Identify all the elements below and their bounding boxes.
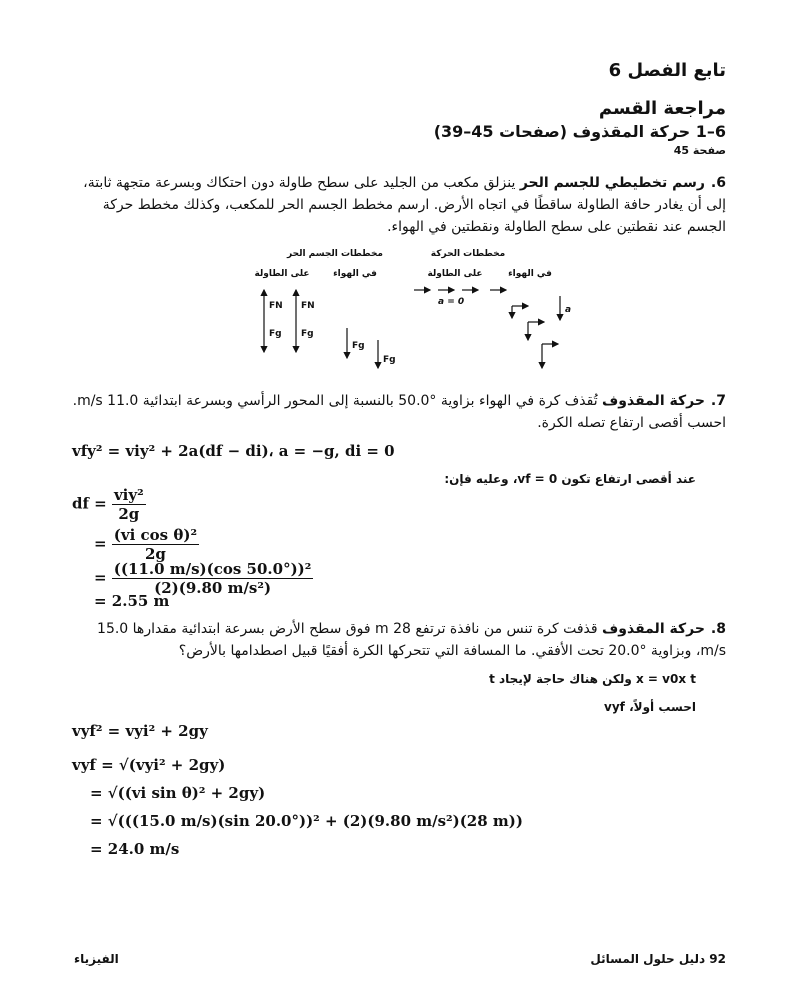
- numerator: (vi cos θ)²: [113, 526, 198, 544]
- note-find-t: x = v0x t ولكن هناك حاجة لإيجاد t: [489, 672, 696, 686]
- fn-label: FN: [269, 301, 283, 311]
- motion-on-table-label: على الطاولة: [427, 269, 483, 279]
- question-6: [66, 172, 726, 238]
- motion-title: مخططات الحركة: [430, 249, 506, 259]
- question-number: 8.: [710, 621, 726, 637]
- fg-label: Fg: [383, 355, 396, 365]
- note-find-vyf: احسب أولاً، vyf: [604, 700, 696, 714]
- question-text: قذفت كرة تنس من نافذة ترتفع 28 m فوق سطح الأرض بسرعة ابتدائية مقدارها 15.0 m/s، وبزاوية °20.0 تحت الأفقي. ما المسافة التي تتحركها الكرة أفقيًا قبيل اصطدامها بالأرض؟: [97, 621, 726, 659]
- equation-df-step3: = $\frac{\text{((11.0 m/s)(cos 50.0°))²}}{\text{(2)(9.80 m/s²)}}$: [94, 560, 312, 597]
- section-title: مراجعة القسم: [598, 98, 726, 119]
- result-max-height: = 2.55 m: [94, 592, 170, 610]
- question-text: ينزلق مكعب من الجليد على سطح طاولة دون احتكاك وبسرعة متجهة ثابتة، إلى أن يغادر حافة الطاولة ساقطًا في اتجاه الأرض. ارسم مخطط الجسم الحر للمكعب، وكذلك مخطط حركة الجسم عند نقطتين على سطح الطاولة ونقطتين في الهواء.: [83, 175, 726, 235]
- acceleration-label: a: [565, 305, 572, 315]
- numerator: ((11.0 m/s)(cos 50.0°))²: [113, 560, 312, 578]
- denominator: (2)(9.80 m/s²): [154, 579, 272, 597]
- fg-label: Fg: [269, 329, 282, 339]
- question-lead: رسم تخطيطي للجسم الحر: [519, 175, 705, 191]
- question-lead: حركة المقذوف: [602, 393, 705, 409]
- chapter-title: تابع الفصل 6: [608, 60, 726, 81]
- equation-vyf-squared: vyf² = vyi² + 2gy: [72, 722, 208, 740]
- fbd-in-air-label: في الهواء: [333, 269, 377, 279]
- equation-kinematics: vfy² = viy² + 2a(df − di)، a = −g, di = 0: [72, 442, 395, 460]
- numerator: viy²: [113, 486, 144, 504]
- fbd-on-table-label: على الطاولة: [254, 269, 310, 279]
- question-8: [66, 618, 726, 662]
- motion-in-air-label: في الهواء: [508, 269, 552, 279]
- footer-subject: الفيزياء: [74, 952, 119, 966]
- fn-label: FN: [301, 301, 315, 311]
- question-text: تُقذف كرة في الهواء بزاوية °50.0 بالنسبة إلى المحور الرأسي وبسرعة ابتدائية 11.0 m/s. احسب أقصى ارتفاع تصله الكرة.: [72, 393, 726, 431]
- equation-vyf-step2: = √((vi sin θ)² + 2gy): [90, 784, 266, 802]
- question-7: [66, 390, 726, 434]
- fraction: [112, 486, 146, 523]
- equation-vyf-sqrt: vyf = √(vyi² + 2gy): [72, 756, 226, 774]
- footer-page: 92 دليل حلول المسائل: [590, 952, 726, 966]
- equation-df-step1: [72, 486, 146, 523]
- page-reference: صفحة 45: [673, 144, 726, 157]
- fbd-title: مخططات الجسم الحر: [287, 249, 383, 259]
- fg-label: Fg: [352, 341, 365, 351]
- free-body-and-motion-diagrams: [240, 244, 580, 374]
- result-vyf: = 24.0 m/s: [90, 840, 180, 858]
- a-zero-label: a = 0: [438, 297, 465, 307]
- fg-label: Fg: [301, 329, 314, 339]
- equation-df-step2: = $\frac{\text{(vi cos θ)²}}{2g}$: [94, 526, 198, 563]
- question-number: 7.: [710, 393, 726, 409]
- max-height-note: عند أقصى ارتفاع تكون vf = 0، وعليه فإن:: [444, 472, 696, 486]
- denominator: 2g: [144, 545, 166, 563]
- question-lead: حركة المقذوف: [602, 621, 705, 637]
- equation-lhs: df =: [72, 494, 107, 513]
- question-number: 6.: [710, 175, 726, 191]
- fraction: [112, 526, 199, 563]
- subsection-title: 6–1 حركة المقذوف (صفحات 45–39): [433, 122, 726, 141]
- denominator: 2g: [118, 505, 140, 523]
- equation-vyf-step3: = √(((15.0 m/s)(sin 20.0°))² + (2)(9.80 m/s²)(28 m)): [90, 812, 523, 830]
